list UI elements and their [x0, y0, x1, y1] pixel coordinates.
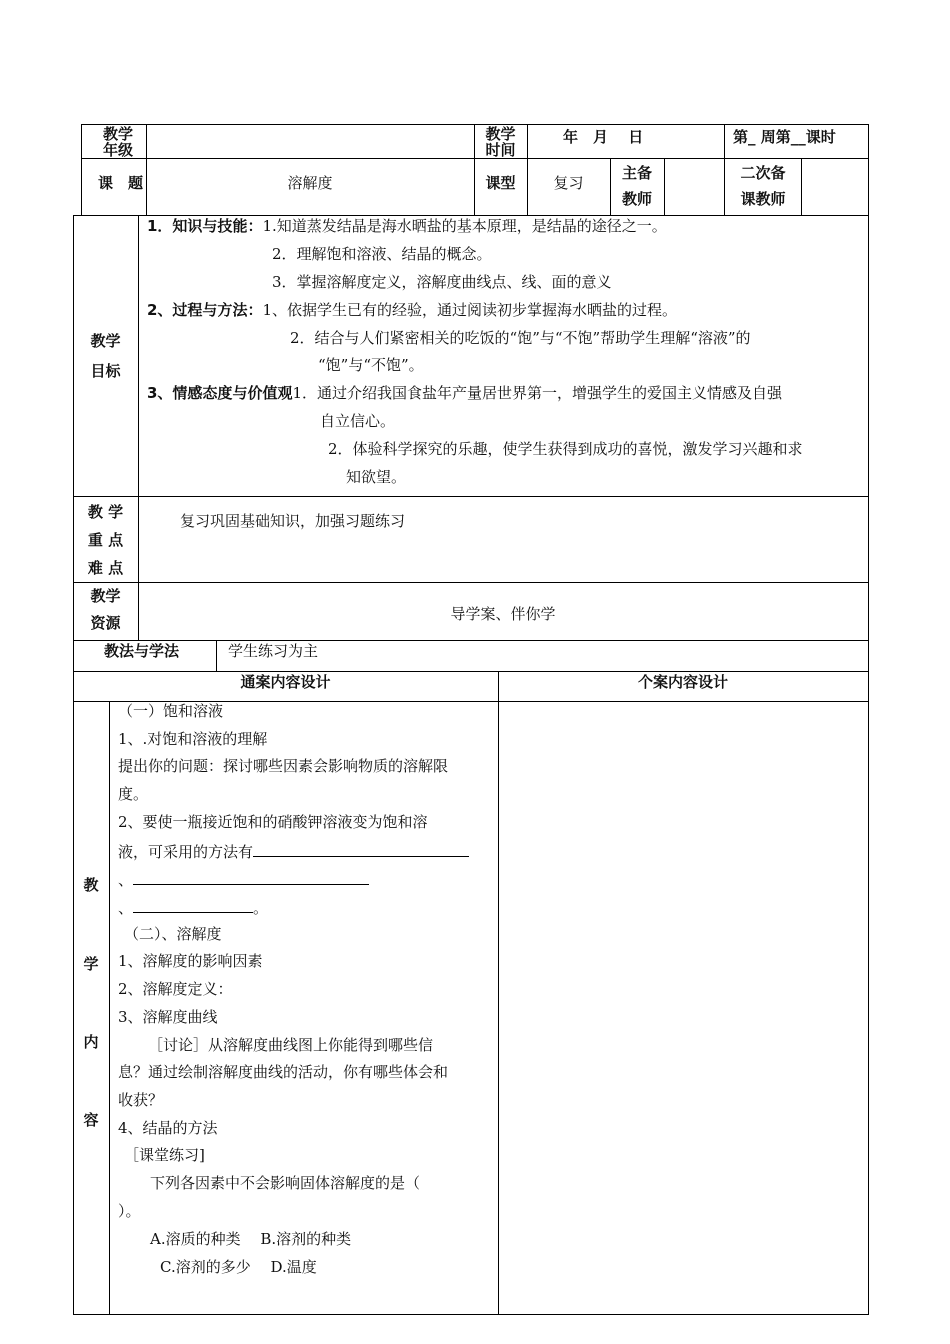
objectives-label: 教学 目标 — [90, 332, 121, 380]
objective-line: 知欲望。 — [346, 468, 407, 486]
section-heading: （二）、溶解度 — [124, 925, 222, 943]
content-line: 1、.对饱和溶液的理解 — [118, 730, 268, 748]
content-line: 1、溶解度的影响因素 — [118, 952, 263, 970]
content-line: 提出你的问题：探讨哪些因素会影响物质的溶解限 — [118, 757, 449, 775]
content-line: 、 。 — [118, 899, 269, 917]
content-line: 息？通过绘制溶解度曲线的活动，你有哪些体会和 — [118, 1063, 449, 1081]
answer-blank — [253, 841, 469, 857]
content-line: 3、溶解度曲线 — [118, 1008, 218, 1026]
objective-line: 1、依据学生已有的经验，通过阅读初步掌握海水晒盐的过程。 — [262, 301, 677, 319]
grade-label: 教学 年级 — [102, 125, 133, 159]
content-line: 下列各因素中不会影响固体溶解度的是（ — [150, 1174, 421, 1192]
content-line: 2、溶解度定义： — [118, 980, 233, 998]
answer-blank — [133, 869, 369, 885]
topic-label: 课 题 — [98, 174, 144, 192]
objective-line: 2．结合与人们紧密相关的吃饭的“饱”与“不饱”帮助学生理解“溶液”的 — [290, 329, 751, 347]
keypoints-label: 教 学 重 点 难 点 — [87, 503, 124, 577]
objective-heading-2: 2、过程与方法： — [147, 301, 263, 319]
content-line: 4、结晶的方法 — [118, 1119, 218, 1137]
keypoints-value: 复习巩固基础知识，加强习题练习 — [180, 512, 406, 530]
choice-line: A.溶质的种类 B.溶剂的种类 — [150, 1230, 352, 1248]
answer-blank — [133, 897, 253, 913]
method-value: 学生练习为主 — [228, 642, 319, 660]
objective-line: 1.知道蒸发结晶是海水晒盐的基本原理，是结晶的途径之一。 — [262, 217, 667, 235]
choice-line: C.溶剂的多少 D.温度 — [160, 1258, 317, 1276]
method-label: 教法与学法 — [104, 642, 180, 660]
objective-heading-3: 3、情感态度与价值观 — [147, 384, 293, 402]
resources-value: 导学案、伴你学 — [450, 605, 556, 623]
objective-line: 自立信心。 — [320, 412, 396, 430]
objective-line: 2．体验科学探究的乐趣，使学生获得到成功的喜悦，激发学习兴趣和求 — [328, 440, 803, 458]
second-teacher-label: 二次备 课教师 — [740, 164, 786, 208]
objective-line: “饱”与“不饱”。 — [318, 356, 424, 374]
objective-line: 1．通过介绍我国食盐年产量居世界第一，增强学生的爱国主义情感及自强 — [292, 384, 782, 402]
content-line: ）。 — [118, 1202, 141, 1220]
content-line: 收获？ — [118, 1091, 164, 1109]
content-line: ［课堂练习] — [124, 1146, 205, 1164]
content-line: 液，可采用的方法有 — [118, 841, 469, 861]
content-line: 、 — [118, 869, 369, 889]
time-label: 教学 时间 — [485, 125, 516, 159]
content-line: ［讨论］从溶解度曲线图上你能得到哪些信 — [148, 1036, 434, 1054]
type-label: 课型 — [485, 174, 516, 192]
common-design-header: 通案内容设计 — [240, 673, 331, 691]
objective-line: 3．掌握溶解度定义，溶解度曲线点、线、面的意义 — [272, 273, 612, 291]
objective-line: 2．理解饱和溶液、结晶的概念。 — [272, 245, 492, 263]
lead-teacher-label: 主备 教师 — [621, 164, 652, 208]
type-value: 复习 — [553, 174, 584, 192]
section-heading: （一）饱和溶液 — [118, 702, 224, 720]
week-text: 第_ 周第__课时 — [733, 128, 836, 146]
objective-heading-1: 1．知识与技能： — [147, 217, 263, 235]
date-text: 年 月 日 — [563, 128, 644, 146]
individual-design-header: 个案内容设计 — [637, 673, 728, 691]
content-line: 2、要使一瓶接近饱和的硝酸钾溶液变为饱和溶 — [118, 813, 428, 831]
resources-label: 教学 资源 — [90, 587, 121, 632]
topic-value: 溶解度 — [287, 174, 333, 192]
content-line: 度。 — [118, 785, 149, 803]
